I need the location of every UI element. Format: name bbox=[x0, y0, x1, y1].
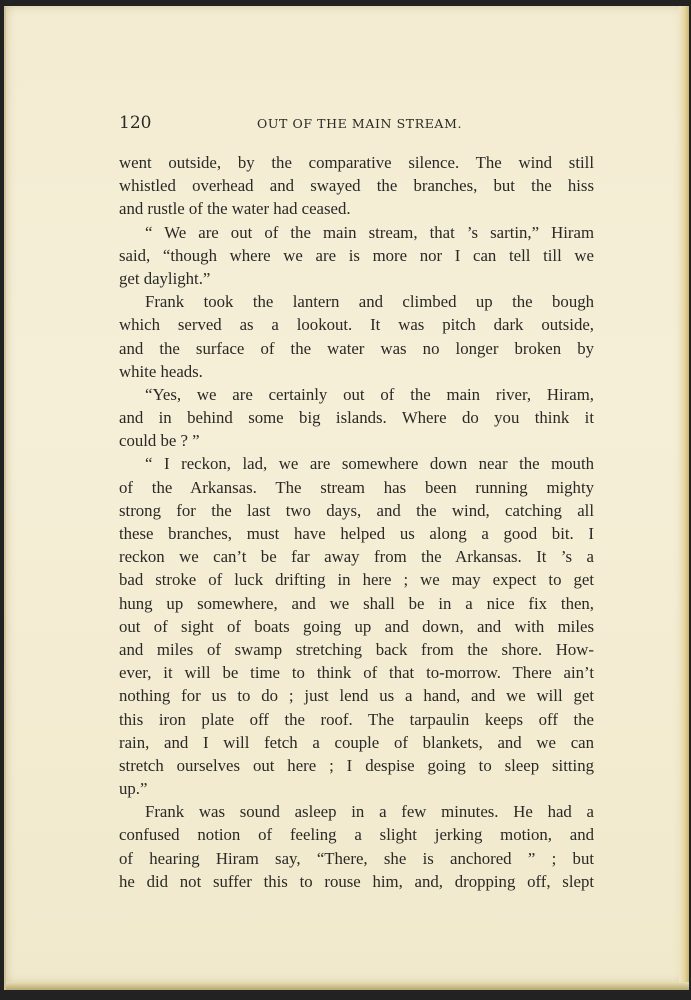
text-line: nothing for us to do ; just lend us a hand, and we will get bbox=[119, 686, 594, 706]
text-line: up.” bbox=[119, 779, 148, 799]
text-line: went outside, by the comparative silence. The wind still bbox=[119, 153, 594, 172]
text-line: “ I reckon, lad, we are somewhere down near the mouth bbox=[145, 454, 594, 474]
text-line: of hearing Hiram say, “There, she is anchored ” ; but bbox=[119, 848, 594, 868]
page-edge-right bbox=[679, 6, 689, 990]
text-line: reckon we can’t be far away from the Arkansas. It ’s a bbox=[119, 547, 594, 567]
running-title: OUT OF THE MAIN STREAM. bbox=[257, 116, 463, 131]
page-edge-bottom bbox=[6, 982, 689, 990]
text-line: whistled overhead and swayed the branches, but the hiss bbox=[119, 176, 594, 196]
text-line: “ We are out of the main stream, that ’s sartin,” Hiram bbox=[145, 222, 594, 242]
text-line: Frank took the lantern and climbed up the bough bbox=[145, 292, 594, 312]
text-line: said, “though where we are is more nor I can tell till we bbox=[119, 245, 594, 265]
text-line: rain, and I will fetch a couple of blankets, and we can bbox=[119, 732, 594, 752]
text-line: of the Arkansas. The stream has been running mighty bbox=[119, 477, 594, 497]
page-number: 120 bbox=[119, 113, 152, 133]
text-line: bad stroke of luck drifting in here ; we may expect to get bbox=[119, 570, 594, 590]
text-line: stretch ourselves out here ; I despise going to sleep sitting bbox=[119, 755, 594, 775]
text-line: out of sight of boats going up and down, and with miles bbox=[119, 616, 594, 636]
text-line: and in behind some big islands. Where do you think it bbox=[119, 408, 594, 428]
text-line: and rustle of the water had ceased. bbox=[119, 199, 351, 219]
text-line: these branches, must have helped us along a good bit. I bbox=[119, 524, 594, 543]
text-line: Frank was sound asleep in a few minutes. He had a bbox=[145, 802, 594, 822]
text-line: confused notion of feeling a slight jerking motion, and bbox=[119, 825, 594, 845]
text-line: hung up somewhere, and we shall be in a nice fix then, bbox=[119, 593, 594, 613]
text-line: this iron plate off the roof. The tarpaulin keeps off the bbox=[119, 709, 594, 729]
body-text bbox=[119, 151, 594, 893]
text-line: get daylight.” bbox=[119, 268, 211, 288]
text-line: white heads. bbox=[119, 361, 203, 381]
page-header bbox=[119, 113, 597, 135]
text-line: and miles of swamp stretching back from the shore. How- bbox=[119, 639, 594, 659]
text-line: strong for the last two days, and the wind, catching all bbox=[119, 500, 594, 520]
text-line: which served as a lookout. It was pitch dark outside, bbox=[119, 315, 594, 335]
text-line: ever, it will be time to think of that to-morrow. There ain’t bbox=[119, 663, 594, 683]
text-line: he did not suffer this to rouse him, and, dropping off, slept bbox=[119, 871, 594, 891]
text-line: and the surface of the water was no longer broken by bbox=[119, 338, 594, 358]
text-line: could be ? ” bbox=[119, 431, 200, 451]
text-line: “Yes, we are certainly out of the main river, Hiram, bbox=[145, 384, 594, 404]
